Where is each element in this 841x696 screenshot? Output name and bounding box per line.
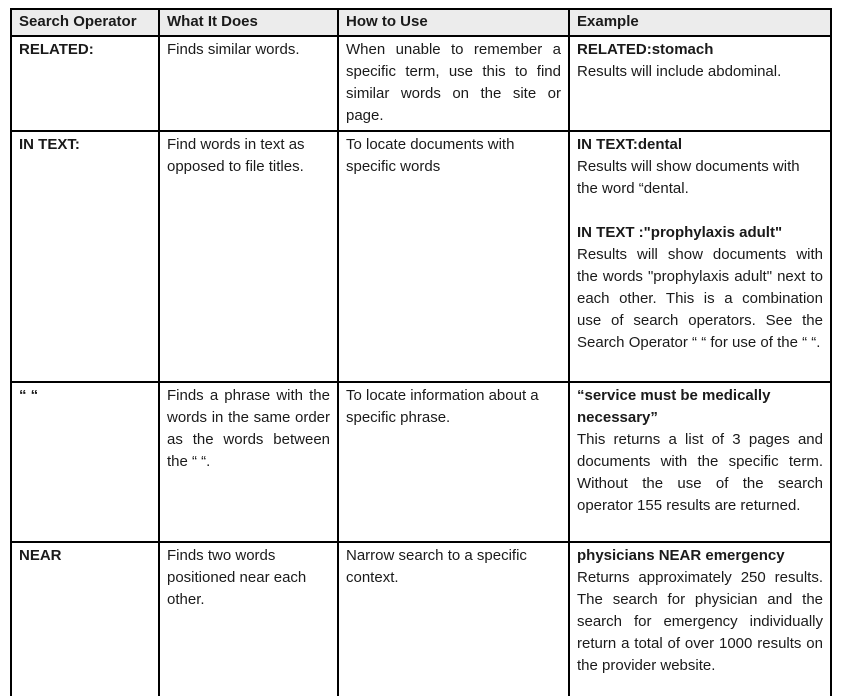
header-row: [11, 9, 831, 36]
operator-cell: NEAR: [11, 542, 159, 696]
how-to-use-cell: To locate documents with specific words: [338, 131, 569, 382]
table-row-in-text: [11, 131, 831, 382]
example-command: physicians NEAR emergency: [577, 547, 785, 564]
table-row-quotes: [11, 382, 831, 542]
header-cell-what-it-does: What It Does: [159, 9, 338, 36]
search-operators-table: [10, 8, 832, 696]
how-to-use-cell: When unable to remember a specific term, use this to find similar words on the site or page.: [338, 36, 569, 131]
example-command: “service must be medically necessary”: [577, 387, 771, 426]
example-description: This returns a list of 3 pages and documents with the specific term. Without the use of the search operator 155 results are returned.: [577, 431, 823, 514]
operator-cell: “ “: [11, 382, 159, 542]
example-description: Returns approximately 250 results. The search for physician and the search for emergency individually return a total of over 1000 results on the provider website.: [577, 569, 823, 674]
example-cell: [569, 131, 831, 382]
example-description: Results will show documents with the word “dental.: [577, 158, 800, 197]
what-it-does-cell: Finds a phrase with the words in the same order as the words between the “ “.: [159, 382, 338, 542]
header-cell-search-operator: Search Operator: [11, 9, 159, 36]
how-to-use-cell: Narrow search to a specific context.: [338, 542, 569, 696]
header-cell-how-to-use: How to Use: [338, 9, 569, 36]
header-cell-example: Example: [569, 9, 831, 36]
example-cell: [569, 382, 831, 542]
what-it-does-cell: Find words in text as opposed to file titles.: [159, 131, 338, 382]
example-command: RELATED:stomach: [577, 41, 714, 58]
example-description: Results will include abdominal.: [577, 63, 782, 80]
operator-cell: IN TEXT:: [11, 131, 159, 382]
example-description: Results will show documents with the words "prophylaxis adult" next to each other. This is a combination use of search operators. See the Search Operator “ “ for use of the “ “.: [577, 246, 823, 351]
what-it-does-cell: Finds two words positioned near each other.: [159, 542, 338, 696]
operator-cell: RELATED:: [11, 36, 159, 131]
what-it-does-cell: Finds similar words.: [159, 36, 338, 131]
example-command: IN TEXT :"prophylaxis adult": [577, 224, 783, 241]
example-cell: [569, 542, 831, 696]
blank-line: [577, 200, 823, 222]
how-to-use-cell: To locate information about a specific phrase.: [338, 382, 569, 542]
example-cell: [569, 36, 831, 131]
table-row-related: [11, 36, 831, 131]
table-row-near: [11, 542, 831, 696]
example-command: IN TEXT:dental: [577, 136, 683, 153]
